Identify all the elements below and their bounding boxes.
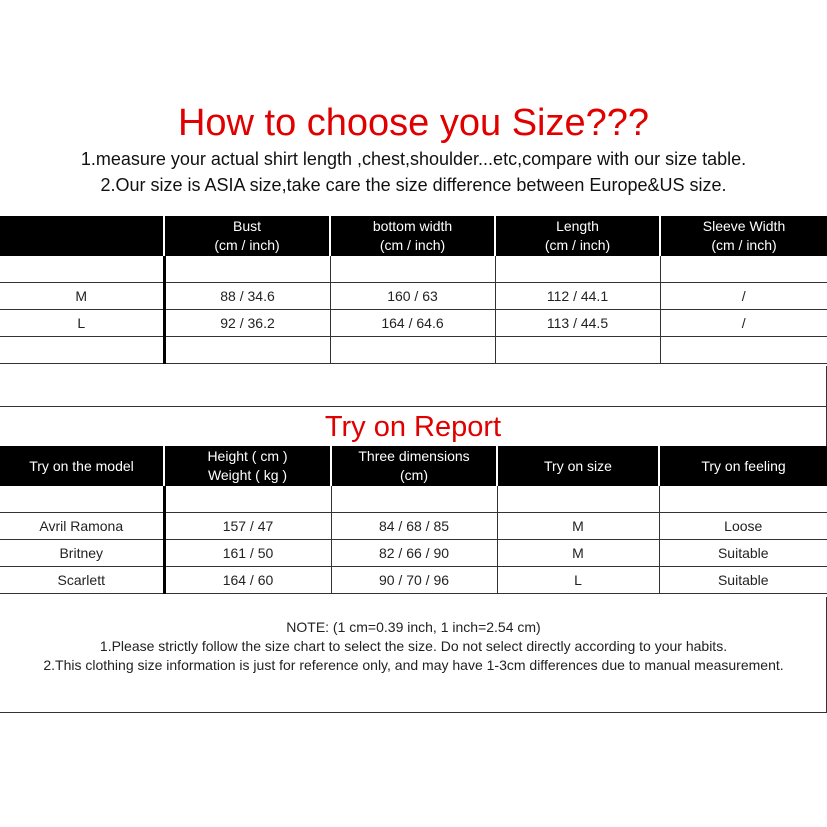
table-row: [0, 256, 827, 283]
feeling-cell: Loose: [659, 513, 827, 540]
try-size-cell: M: [497, 513, 659, 540]
try-header-size: [497, 446, 659, 486]
table-row: [0, 283, 827, 310]
model-cell: Scarlett: [0, 567, 164, 594]
table-row: [0, 513, 827, 540]
try-on-title: Try on Report: [324, 411, 502, 443]
length-cell: 112 / 44.1: [495, 283, 660, 310]
table-row: [0, 310, 827, 337]
try-header-height-weight: [164, 446, 331, 486]
header-unit: (cm / inch): [711, 237, 777, 253]
table-row: [0, 486, 827, 513]
bottom-width-cell: 160 / 63: [330, 283, 495, 310]
bottom-width-cell: [330, 256, 495, 283]
header-label: Bust: [232, 218, 261, 234]
header-unit: (cm / inch): [379, 237, 446, 253]
header-unit: (cm / inch): [214, 237, 280, 253]
model-cell: [0, 486, 164, 513]
header-label: Height ( cm ): [207, 448, 288, 464]
bust-cell: [164, 256, 330, 283]
size-header-bust: [164, 216, 330, 256]
bust-cell: 92 / 36.2: [164, 310, 330, 337]
header-label: Length: [556, 218, 599, 234]
height-weight-cell: 164 / 60: [164, 567, 331, 594]
spacer-box: [0, 366, 827, 407]
dimensions-cell: 82 / 66 / 90: [331, 540, 497, 567]
try-on-title-box: [0, 406, 827, 447]
size-table-header-row: [0, 216, 827, 256]
header-label: Sleeve Width: [702, 218, 786, 234]
size-table: [0, 216, 827, 364]
dimensions-cell: [331, 486, 497, 513]
page-title: How to choose you Size???: [177, 102, 650, 144]
bottom-width-cell: [330, 337, 495, 364]
model-cell: Britney: [0, 540, 164, 567]
note-2: 2.This clothing size information is just for reference only, and may have 1-3cm differences due to manual measurement.: [43, 657, 784, 673]
bust-cell: 88 / 34.6: [164, 283, 330, 310]
sleeve-width-cell: [660, 256, 827, 283]
note-1: 1.Please strictly follow the size chart to select the size. Do not select directly according to your habits.: [99, 638, 728, 654]
size-header-length: [495, 216, 660, 256]
height-weight-cell: 161 / 50: [164, 540, 331, 567]
height-weight-cell: 157 / 47: [164, 513, 331, 540]
header-label: Three dimensions: [358, 448, 470, 464]
try-on-header-row: [0, 446, 827, 486]
height-weight-cell: [164, 486, 331, 513]
header-label: Try on size: [544, 457, 612, 474]
bottom-width-cell: 164 / 64.6: [330, 310, 495, 337]
header-label: Try on the model: [29, 457, 134, 474]
model-cell: Avril Ramona: [0, 513, 164, 540]
sleeve-width-cell: /: [660, 283, 827, 310]
try-size-cell: M: [497, 540, 659, 567]
intro-line-2: 2.Our size is ASIA size,take care the size difference between Europe&US size.: [100, 175, 727, 195]
header-unit: (cm): [400, 467, 428, 483]
size-header-size: [0, 216, 164, 256]
feeling-cell: Suitable: [659, 540, 827, 567]
bust-cell: [164, 337, 330, 364]
table-row: [0, 567, 827, 594]
dimensions-cell: 90 / 70 / 96: [331, 567, 497, 594]
try-size-cell: L: [497, 567, 659, 594]
sleeve-width-cell: /: [660, 310, 827, 337]
table-row: [0, 337, 827, 364]
header-label: Weight ( kg ): [207, 467, 288, 483]
size-cell: [0, 256, 164, 283]
try-size-cell: [497, 486, 659, 513]
sleeve-width-cell: [660, 337, 827, 364]
feeling-cell: [659, 486, 827, 513]
try-header-model: [0, 446, 164, 486]
header-label: Try on feeling: [701, 457, 786, 474]
header-unit: (cm / inch): [544, 237, 611, 253]
try-on-table: [0, 446, 827, 594]
size-cell: L: [0, 310, 164, 337]
length-cell: [495, 337, 660, 364]
note-conversion: NOTE: (1 cm=0.39 inch, 1 inch=2.54 cm): [286, 619, 541, 635]
length-cell: 113 / 44.5: [495, 310, 660, 337]
size-cell: M: [0, 283, 164, 310]
try-header-feeling: [659, 446, 827, 486]
feeling-cell: Suitable: [659, 567, 827, 594]
header-label: bottom width: [372, 218, 453, 234]
size-header-sleeve-width: [660, 216, 827, 256]
dimensions-cell: 84 / 68 / 85: [331, 513, 497, 540]
length-cell: [495, 256, 660, 283]
intro-line-1: 1.measure your actual shirt length ,chest,shoulder...etc,compare with our size table.: [80, 149, 747, 169]
size-cell: [0, 337, 164, 364]
try-header-three-dimensions: [331, 446, 497, 486]
size-header-bottom-width: [330, 216, 495, 256]
table-row: [0, 540, 827, 567]
